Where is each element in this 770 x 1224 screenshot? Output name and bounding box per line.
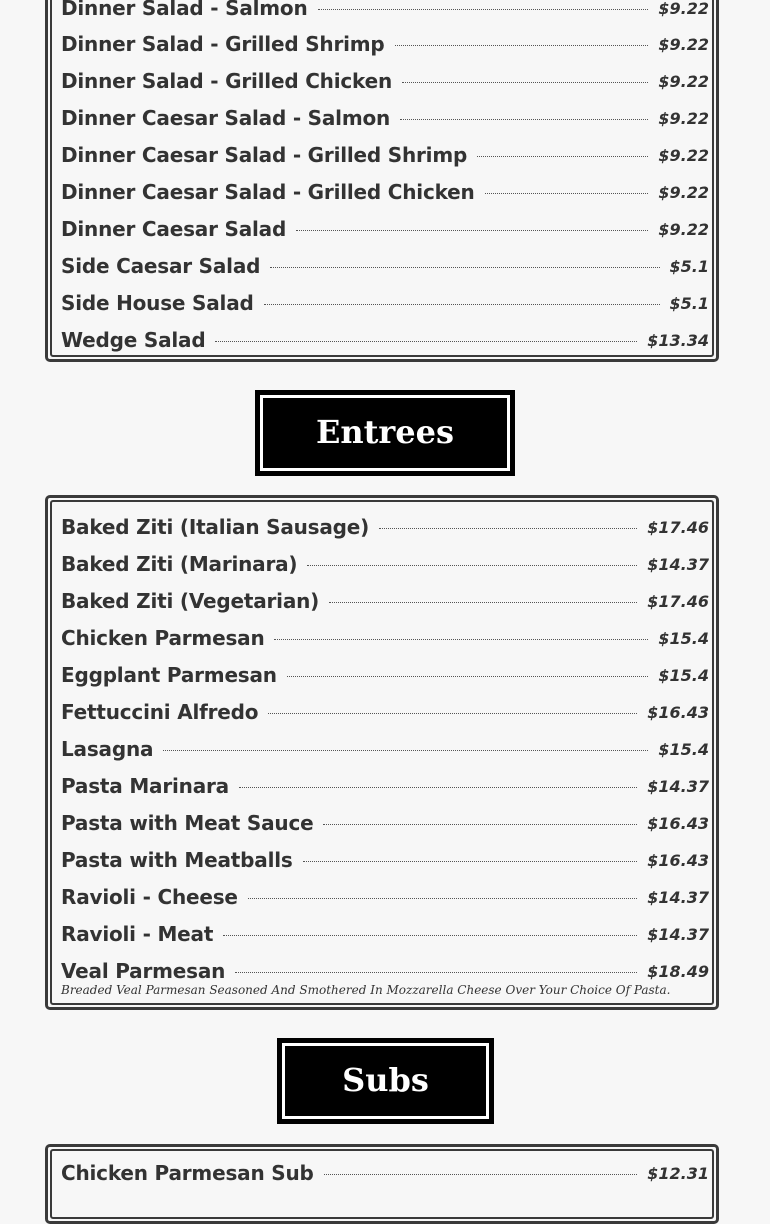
menu-item[interactable] bbox=[61, 806, 709, 840]
entrees-header bbox=[255, 390, 515, 476]
item-price: $12.31 bbox=[647, 1163, 709, 1183]
item-price: $17.46 bbox=[647, 517, 709, 537]
section-title: Subs bbox=[342, 1061, 429, 1099]
menu-item[interactable] bbox=[61, 212, 709, 246]
item-price: $16.43 bbox=[647, 813, 709, 833]
menu-item[interactable] bbox=[61, 101, 709, 135]
item-name: Baked Ziti (Italian Sausage) bbox=[61, 515, 370, 539]
menu-item[interactable] bbox=[61, 286, 709, 320]
item-name: Dinner Salad - Grilled Shrimp bbox=[61, 32, 385, 56]
item-name: Ravioli - Meat bbox=[61, 922, 214, 946]
dotted-leader bbox=[324, 1174, 638, 1175]
item-name: Dinner Salad - Grilled Chicken bbox=[61, 69, 393, 93]
menu-item[interactable] bbox=[61, 249, 709, 283]
dotted-leader bbox=[329, 602, 637, 603]
item-price: $14.37 bbox=[647, 554, 709, 574]
menu-item[interactable] bbox=[61, 695, 709, 729]
menu-item[interactable] bbox=[61, 138, 709, 172]
item-price: $5.1 bbox=[669, 256, 709, 276]
dotted-leader bbox=[239, 787, 637, 788]
item-price: $14.37 bbox=[647, 776, 709, 796]
item-name: Dinner Caesar Salad bbox=[61, 217, 287, 241]
menu-item[interactable] bbox=[61, 1156, 709, 1190]
dotted-leader bbox=[296, 230, 648, 231]
dotted-leader bbox=[264, 304, 660, 305]
item-name: Side Caesar Salad bbox=[61, 254, 261, 278]
dotted-leader bbox=[402, 82, 648, 83]
item-price: $14.37 bbox=[647, 924, 709, 944]
item-price: $9.22 bbox=[658, 182, 709, 202]
menu-item[interactable] bbox=[61, 917, 709, 951]
menu-item[interactable] bbox=[61, 510, 709, 544]
item-name: Veal Parmesan bbox=[61, 959, 226, 983]
item-name: Baked Ziti (Vegetarian) bbox=[61, 589, 320, 613]
dotted-leader bbox=[477, 156, 648, 157]
menu-item[interactable] bbox=[61, 0, 709, 25]
menu-item[interactable] bbox=[61, 732, 709, 766]
item-price: $18.49 bbox=[647, 961, 709, 981]
item-name: Dinner Caesar Salad - Grilled Shrimp bbox=[61, 143, 468, 167]
menu-item[interactable] bbox=[61, 175, 709, 209]
dotted-leader bbox=[223, 935, 637, 936]
menu-item[interactable] bbox=[61, 64, 709, 98]
item-price: $17.46 bbox=[647, 591, 709, 611]
item-price: $13.34 bbox=[647, 330, 709, 350]
item-name: Dinner Caesar Salad - Salmon bbox=[61, 106, 391, 130]
menu-item[interactable] bbox=[61, 584, 709, 618]
subs-header bbox=[277, 1038, 494, 1124]
dotted-leader bbox=[379, 528, 637, 529]
dotted-leader bbox=[307, 565, 637, 566]
menu-item[interactable] bbox=[61, 880, 709, 914]
item-price: $5.1 bbox=[669, 293, 709, 313]
dotted-leader bbox=[400, 119, 648, 120]
item-price: $9.22 bbox=[658, 71, 709, 91]
dotted-leader bbox=[274, 639, 648, 640]
item-name: Baked Ziti (Marinara) bbox=[61, 552, 298, 576]
dotted-leader bbox=[248, 898, 637, 899]
item-name: Pasta with Meatballs bbox=[61, 848, 293, 872]
item-price: $16.43 bbox=[647, 702, 709, 722]
item-price: $14.37 bbox=[647, 887, 709, 907]
item-name: Lasagna bbox=[61, 737, 154, 761]
dotted-leader bbox=[395, 45, 649, 46]
item-price: $9.22 bbox=[658, 108, 709, 128]
item-price: $9.22 bbox=[658, 34, 709, 54]
dotted-leader bbox=[303, 861, 638, 862]
menu-item[interactable] bbox=[61, 27, 709, 61]
menu-item[interactable] bbox=[61, 658, 709, 692]
menu-item[interactable] bbox=[61, 621, 709, 655]
dotted-leader bbox=[485, 193, 649, 194]
item-price: $16.43 bbox=[647, 850, 709, 870]
section-title: Entrees bbox=[315, 413, 455, 451]
dotted-leader bbox=[235, 972, 637, 973]
item-name: Chicken Parmesan Sub bbox=[61, 1161, 314, 1185]
dotted-leader bbox=[215, 341, 637, 342]
menu-item[interactable] bbox=[61, 547, 709, 581]
dotted-leader bbox=[323, 824, 637, 825]
item-name: Eggplant Parmesan bbox=[61, 663, 277, 687]
item-name: Dinner Caesar Salad - Grilled Chicken bbox=[61, 180, 475, 204]
item-price: $9.22 bbox=[658, 0, 709, 18]
item-name: Dinner Salad - Salmon bbox=[61, 0, 308, 20]
item-name: Wedge Salad bbox=[61, 328, 206, 352]
dotted-leader bbox=[287, 676, 649, 677]
menu-item[interactable] bbox=[61, 843, 709, 877]
item-price: $15.4 bbox=[658, 628, 709, 648]
menu-item[interactable] bbox=[61, 769, 709, 803]
dotted-leader bbox=[318, 9, 649, 10]
dotted-leader bbox=[268, 713, 637, 714]
item-name: Side House Salad bbox=[61, 291, 254, 315]
item-description: Breaded Veal Parmesan Seasoned And Smothered In Mozzarella Cheese Over Your Choice Of Pasta. bbox=[61, 983, 671, 997]
item-price: $9.22 bbox=[658, 219, 709, 239]
dotted-leader bbox=[163, 750, 648, 751]
item-price: $15.4 bbox=[658, 665, 709, 685]
item-price: $9.22 bbox=[658, 145, 709, 165]
item-name: Pasta with Meat Sauce bbox=[61, 811, 314, 835]
menu-item[interactable] bbox=[61, 323, 709, 357]
item-name: Fettuccini Alfredo bbox=[61, 700, 259, 724]
dotted-leader bbox=[270, 267, 659, 268]
item-name: Pasta Marinara bbox=[61, 774, 229, 798]
item-name: Chicken Parmesan bbox=[61, 626, 265, 650]
item-price: $15.4 bbox=[658, 739, 709, 759]
item-name: Ravioli - Cheese bbox=[61, 885, 238, 909]
